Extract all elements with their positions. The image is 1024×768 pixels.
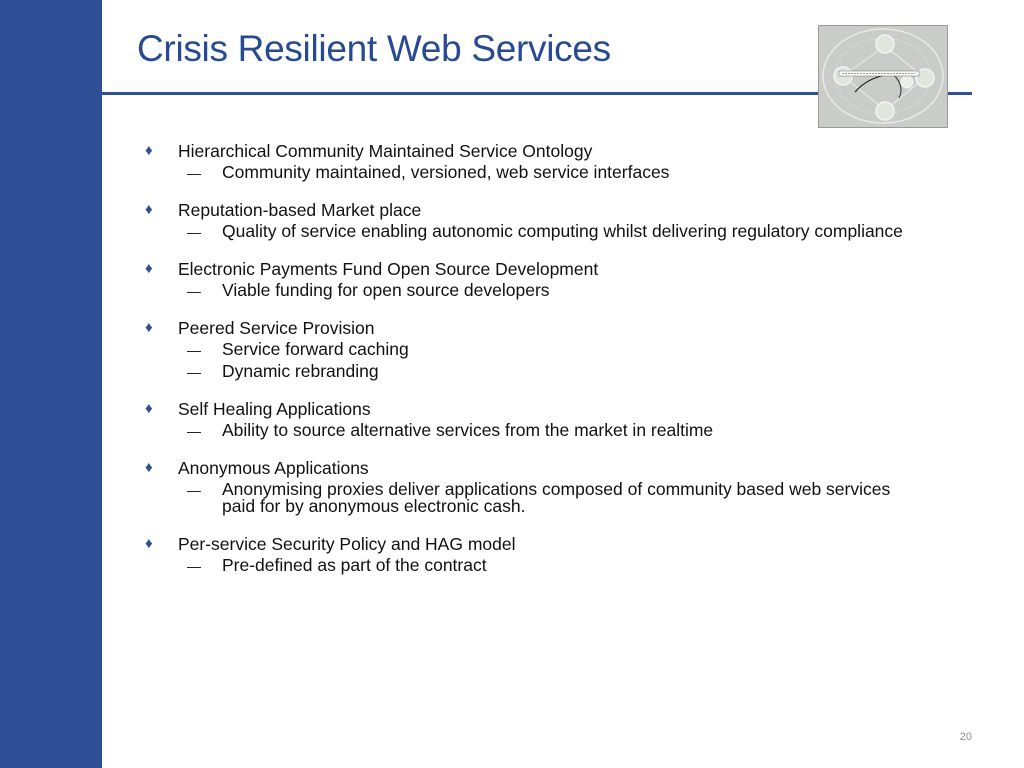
bullet-text: Per-service Security Policy and HAG model [178,534,516,554]
sub-bullet-item [187,361,925,383]
sub-bullet-item [187,221,925,243]
dash-bullet-icon: — [187,342,201,358]
bullet-row [145,317,925,339]
sub-bullet-text: Anonymising proxies deliver applications composed of community based web services paid for by anonymous electronic cash. [222,479,891,516]
sub-bullet-text: Viable funding for open source developers [222,280,550,300]
sub-bullet-text: Service forward caching [222,339,409,359]
bullet-text: Hierarchical Community Maintained Service Ontology [178,141,593,161]
dash-bullet-icon: — [187,165,201,181]
sub-bullet-text: Dynamic rebranding [222,361,379,381]
network-diagram-graphic [819,26,947,127]
sub-bullet-text: Community maintained, versioned, web service interfaces [222,162,670,182]
page-number: 20 [959,731,972,743]
sub-bullet-item [187,162,925,184]
sub-bullet-item [187,420,925,442]
diamond-bullet-icon: ♦ [145,459,153,476]
slide-title: Crisis Resilient Web Services [137,28,611,69]
sub-bullet-item [187,479,925,518]
bullet-text: Reputation-based Market place [178,200,422,220]
bullet-row [145,457,925,479]
sub-bullet-item [187,339,925,361]
sub-bullet-item [187,555,925,577]
diamond-bullet-icon: ♦ [145,142,153,159]
bullet-text: Electronic Payments Fund Open Source Development [178,259,599,279]
sub-bullet-item [187,280,925,302]
left-accent-bar [0,0,102,768]
diamond-bullet-icon: ♦ [145,535,153,552]
diamond-bullet-icon: ♦ [145,260,153,277]
dash-bullet-icon: — [187,283,201,299]
bullet-item [145,533,925,577]
diamond-bullet-icon: ♦ [145,201,153,218]
network-diagram-icon [818,25,948,128]
bullet-item [145,398,925,442]
dash-bullet-icon: — [187,558,201,574]
bullet-item [145,457,925,518]
diamond-bullet-icon: ♦ [145,319,153,336]
dash-bullet-icon: — [187,423,201,439]
bullet-item [145,258,925,302]
bullet-item [145,317,925,383]
bullet-item [145,199,925,243]
bullet-text: Peered Service Provision [178,318,375,338]
sub-bullet-text: Quality of service enabling autonomic computing whilst delivering regulatory compliance [222,221,903,241]
bullet-text: Self Healing Applications [178,399,371,419]
bullet-row [145,398,925,420]
sub-bullet-text: Pre-defined as part of the contract [222,555,487,575]
sub-bullet-text: Ability to source alternative services from the market in realtime [222,420,714,440]
bullet-row [145,258,925,280]
dash-bullet-icon: — [187,224,201,240]
dash-bullet-icon: — [187,364,201,380]
bullet-row [145,199,925,221]
bullet-row [145,533,925,555]
bullet-item [145,140,925,184]
bullet-list [145,140,925,592]
dash-bullet-icon: — [187,482,201,498]
diamond-bullet-icon: ♦ [145,400,153,417]
bullet-text: Anonymous Applications [178,458,369,478]
bullet-row [145,140,925,162]
